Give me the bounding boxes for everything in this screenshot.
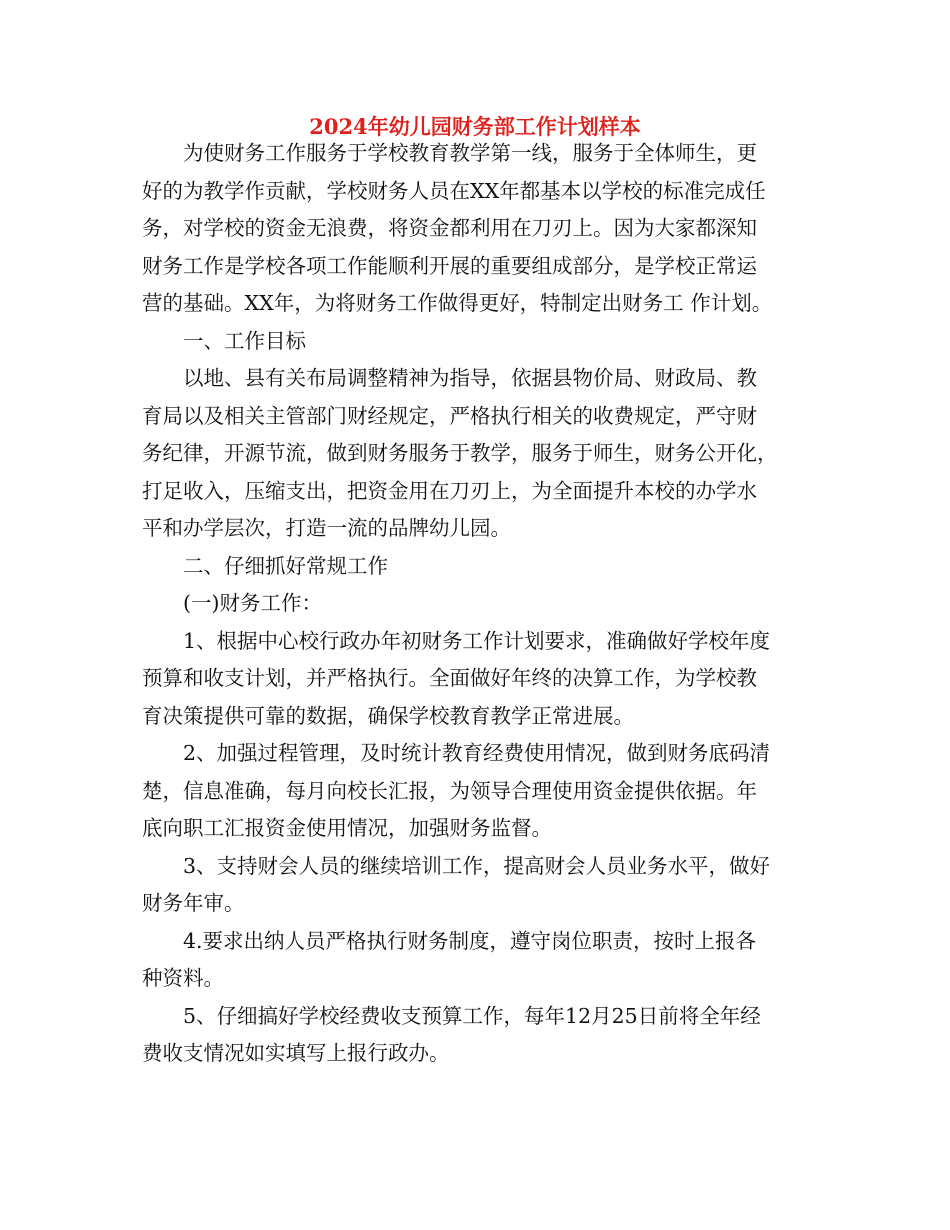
body-line: 预算和收支计划，并严格执行。全面做好年终的决算工作，为学校教: [142, 666, 757, 690]
body-line: 为使财务工作服务于学校教育教学第一线，服务于全体师生，更: [142, 141, 757, 165]
body-line: 财务工作是学校各项工作能顺利开展的重要组成部分，是学校正常运: [142, 253, 757, 278]
body-line: 以地、县有关布局调整精神为指导，依据县物价局、财政局、教: [142, 366, 757, 390]
body-line: 种资料。: [142, 966, 224, 990]
body-line: 1、根据中心校行政办年初财务工作计划要求，准确做好学校年度: [142, 628, 771, 653]
section-heading: 一、工作目标: [142, 328, 306, 353]
body-line: 打足收入，压缩支出，把资金用在刀刃上，为全面提升本校的办学水: [142, 478, 757, 503]
body-line: 楚，信息准确，每月向校长汇报，为领导合理使用资金提供依据。年: [142, 778, 757, 803]
subsection-heading: (一)财务工作：: [142, 591, 322, 615]
body-line: 2、加强过程管理，及时统计教育经费使用情况，做到财务底码清: [142, 741, 771, 765]
body-line: 3、支持财会人员的继续培训工作，提高财会人员业务水平，做好: [142, 853, 771, 878]
body-line: 务，对学校的资金无浪费，将资金都利用在刀刃上。因为大家都深知: [142, 216, 757, 240]
body-line: 营的基础。XX年，为将财务工作做得更好，特制定出财务工 作计划。: [142, 291, 773, 315]
body-line: 育局以及相关主管部门财经规定，严格执行相关的收费规定，严守财: [142, 403, 757, 428]
body-line: 费收支情况如实填写上报行政办。: [142, 1041, 450, 1065]
body-line: 财务年审。: [142, 891, 245, 915]
body-line: 底向职工汇报资金使用情况，加强财务监督。: [142, 816, 552, 840]
body-line: 平和办学层次，打造一流的品牌幼儿园。: [142, 516, 511, 540]
document-title: 2024年幼儿园财务部工作计划样本: [309, 114, 641, 139]
section-heading: 二、仔细抓好常规工作: [142, 553, 388, 578]
body-line: 5、仔细搞好学校经费收支预算工作，每年12月25日前将全年经: [142, 1003, 761, 1028]
body-line: 务纪律，开源节流，做到财务服务于教学，服务于师生，财务公开化，: [142, 441, 778, 465]
body-line: 好的为教学作贡献，学校财务人员在XX年都基本以学校的标准完成任: [142, 178, 766, 203]
body-line: 4.要求出纳人员严格执行财务制度，遵守岗位职责，按时上报各: [142, 928, 757, 953]
body-line: 育决策提供可靠的数据，确保学校教育教学正常进展。: [142, 703, 634, 728]
document-body: [142, 135, 810, 1073]
